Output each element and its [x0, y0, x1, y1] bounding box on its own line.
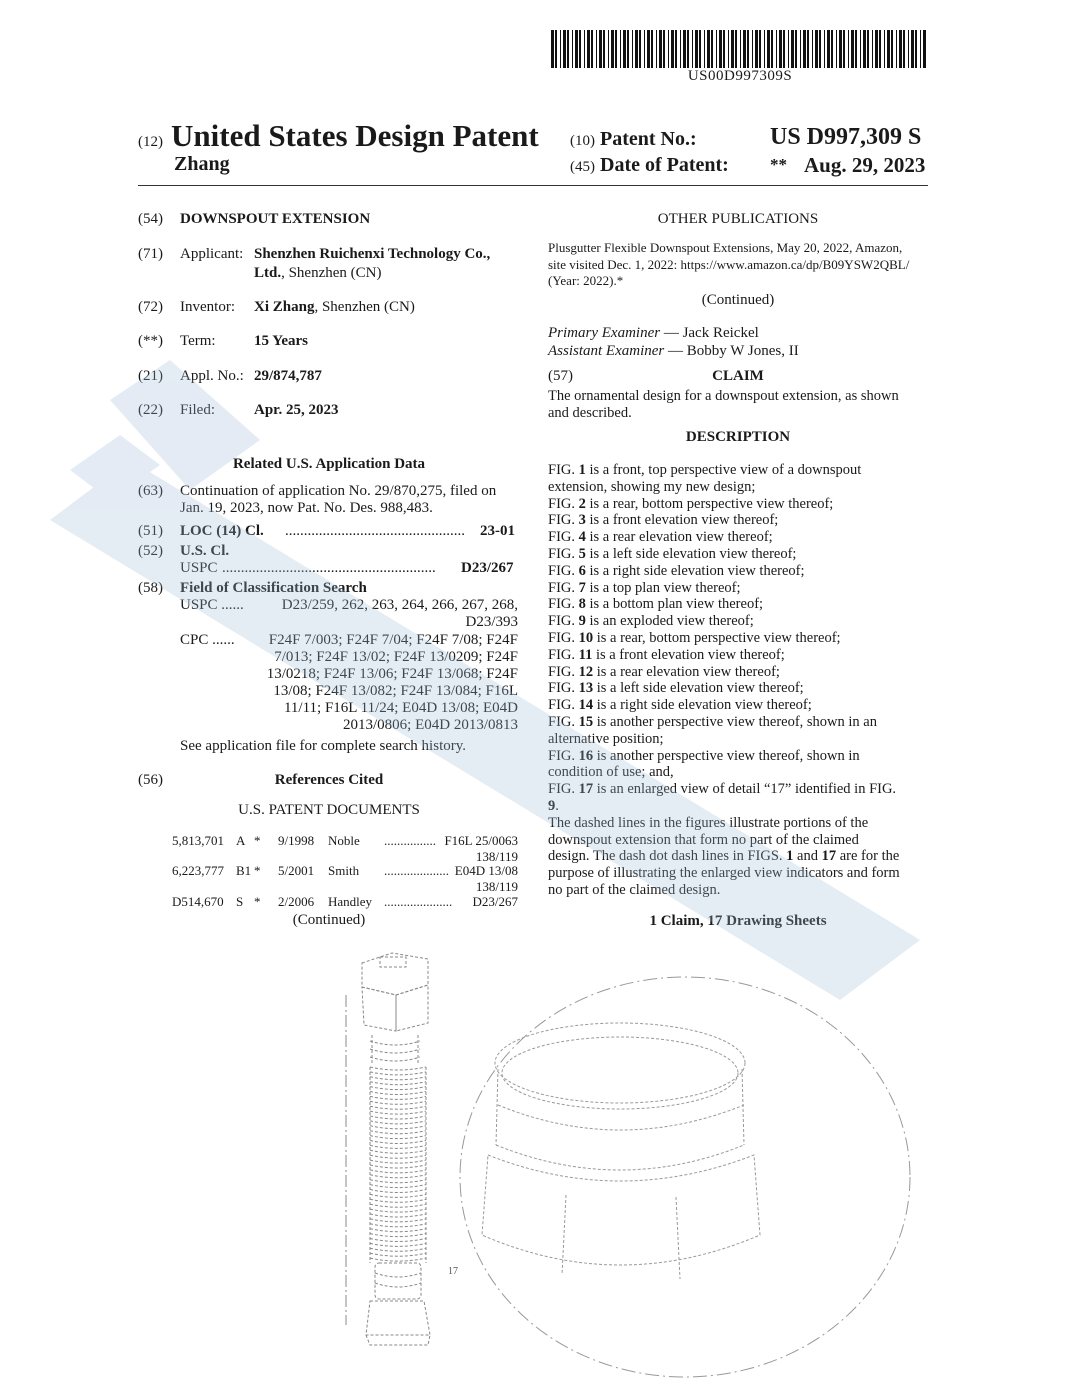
loc-class-value: 23-01 [480, 523, 515, 539]
bellows-ring [370, 1160, 426, 1163]
ref-name: Handley [328, 894, 373, 909]
bellows-ring [370, 1229, 426, 1232]
barcode-bar [740, 30, 741, 68]
inventor-name: Xi Zhang, Shenzhen (CN) [254, 299, 415, 315]
field-cpc-label: CPC ...... [180, 632, 235, 648]
uspc-dots: ......................................................... [222, 560, 436, 576]
bellows-ring [370, 1219, 426, 1222]
exploded-downspout-view [346, 953, 430, 1345]
barcode-bar [812, 30, 813, 68]
description-line: FIG. 9 is an exploded view thereof; [548, 613, 754, 630]
bellows-outline [370, 1067, 426, 1263]
ref-number: 5,813,701 [172, 833, 224, 848]
inid-code-56: (56) [138, 772, 163, 788]
description-line: FIG. 10 is a rear, bottom perspective view thereof; [548, 629, 841, 646]
bellows-ring [370, 1096, 426, 1099]
bellows-ring [370, 1185, 426, 1188]
description-line: FIG. 2 is a rear, bottom perspective view thereof; [548, 495, 834, 512]
detail-reference-label: 17 [448, 1266, 458, 1277]
bellows-ring [370, 1141, 426, 1144]
barcode-bar [716, 30, 717, 68]
applicant-label: Applicant: [180, 246, 244, 262]
ref-class: E04D 13/08 [454, 863, 518, 878]
bellows-ring [370, 1253, 426, 1256]
bellows-ring [370, 1170, 426, 1173]
barcode-bar [779, 30, 782, 68]
barcode-bar [719, 30, 722, 68]
barcode-bar [863, 30, 866, 68]
barcode-bar [855, 30, 857, 68]
barcode-bar [771, 30, 773, 68]
ref-kind: S [236, 894, 244, 909]
barcode-bar [560, 30, 561, 68]
barcode-bar [879, 30, 881, 68]
search-history-note: See application file for complete search history. [180, 738, 467, 754]
uspc-label: USPC [180, 560, 218, 576]
inid-code-54: (54) [138, 211, 163, 227]
continuation-line-2: Jan. 19, 2023, now Pat. No. Des. 988,483. [180, 500, 433, 516]
bellows-ring [370, 1121, 426, 1124]
barcode-bar [815, 30, 818, 68]
inid-code-63: (63) [138, 483, 163, 499]
appl-no-value: 29/874,787 [254, 368, 322, 384]
description-line: FIG. 8 is a bottom plan view thereof; [548, 596, 764, 613]
loc-class-label: LOC (14) Cl. [180, 523, 264, 539]
description-line: purpose of illustrating the enlarged view indicators and form [548, 865, 900, 882]
barcode-bar [776, 30, 777, 68]
assistant-examiner: Assistant Examiner — Bobby W Jones, II [548, 343, 799, 359]
ref-class-secondary: 138/119 [475, 849, 518, 864]
term-value: 15 Years [254, 333, 309, 349]
field-cpc-values: F24F 7/003; F24F 7/04; F24F 7/08; F24F 7/013; F24F 13/02; F24F 13/0209; F24F 13/0218; F24F 13/06; F24F 13/068; F24F 13/08; F24F 13/082; F24F 13/084; F16L 11/11; F16L 11/24; E04D 13/08; E04D 2013/0806; E04D 2013/0813 [266, 632, 518, 733]
barcode-bar [659, 30, 662, 68]
appl-no-label: Appl. No.: [180, 368, 244, 384]
barcode-bar [575, 30, 578, 68]
document-title: United States Design Patent [171, 118, 539, 153]
barcode-bar [615, 30, 617, 68]
bellows-ring [370, 1077, 426, 1080]
ref-cited-by-examiner: * [254, 863, 261, 878]
barcode-bar [752, 30, 753, 68]
barcode-bar [848, 30, 849, 68]
bellows-ring [370, 1248, 426, 1251]
barcode-bar [867, 30, 869, 68]
patent-number: US D997,309 S [770, 124, 922, 150]
field-uspc-label: USPC ...... [180, 597, 244, 613]
barcode-bar [675, 30, 677, 68]
description-line: FIG. 12 is a rear elevation view thereof; [548, 663, 780, 680]
barcode-bar [788, 30, 789, 68]
barcode-bar [899, 30, 902, 68]
inid-code-22: (22) [138, 402, 163, 418]
barcode-bar [908, 30, 909, 68]
barcode-bar [896, 30, 897, 68]
bellows-ring [370, 1155, 426, 1158]
field-uspc-values: D23/259, 262, 263, 264, 266, 267, 268, D23/393 [281, 597, 518, 630]
barcode-bar [872, 30, 873, 68]
bellows-ring [370, 1204, 426, 1207]
description-line: FIG. 1 is a front, top perspective view of a downspout [548, 462, 862, 478]
references-continued: (Continued) [292, 912, 366, 928]
barcode-bar [591, 30, 593, 68]
barcode-bar [764, 30, 765, 68]
barcode-bar [671, 30, 674, 68]
barcode-bar [635, 30, 638, 68]
description-line: FIG. 7 is a top plan view thereof; [548, 579, 741, 596]
uspc-value: D23/267 [461, 560, 514, 576]
description-title: DESCRIPTION [685, 429, 791, 445]
related-data-title: Related U.S. Application Data [232, 456, 426, 472]
barcode-bar [699, 30, 701, 68]
date-of-patent-label: (45) Date of Patent: [570, 154, 729, 176]
barcode-bar [920, 30, 921, 68]
description-line: FIG. 3 is a front elevation view thereof; [548, 512, 779, 529]
barcode-bar [800, 30, 801, 68]
barcode-bar [683, 30, 686, 68]
barcode-bar [587, 30, 590, 68]
bellows-ring [370, 1101, 426, 1104]
barcode-bar [620, 30, 621, 68]
bellows-ring [370, 1165, 426, 1168]
bellows-ring [370, 1126, 426, 1129]
bellows-ring [370, 1234, 426, 1237]
barcode-bar [915, 30, 917, 68]
bellows-ring [370, 1150, 426, 1153]
description-line: design. The dash dot dash lines in FIGS. 1 and 17 are for the [548, 848, 900, 865]
claims-sheets-count: 1 Claim, 17 Drawing Sheets [649, 913, 827, 929]
barcode-bar [692, 30, 693, 68]
barcode-bar [596, 30, 597, 68]
description-line: no part of the claimed design. [548, 881, 721, 898]
barcode-bar [599, 30, 602, 68]
patent-number-label: (10) Patent No.: [570, 128, 697, 150]
bellows-ring [370, 1243, 426, 1246]
barcode-bar [767, 30, 770, 68]
bellows-ring [370, 1258, 426, 1261]
barcode-bar [887, 30, 890, 68]
barcode-bar [803, 30, 806, 68]
barcode-bar [728, 30, 729, 68]
bellows-ring [370, 1209, 426, 1212]
barcode-bar [783, 30, 785, 68]
barcode-number: US00D997309S [687, 68, 793, 84]
barcode-bar [680, 30, 681, 68]
applicant-name-cont: Ltd., Shenzhen (CN) [254, 265, 382, 281]
barcode-bar [707, 30, 710, 68]
barcode-bar [860, 30, 861, 68]
bellows-ring [370, 1180, 426, 1183]
bellows-ring [370, 1190, 426, 1193]
description-line: The dashed lines in the figures illustrate portions of the [548, 814, 869, 831]
bellows-ring [370, 1175, 426, 1178]
description-line: FIG. 11 is a front elevation view thereof; [548, 646, 785, 663]
barcode-bar [731, 30, 734, 68]
description-line: condition of use; and, [548, 764, 674, 781]
header-divider [138, 185, 928, 186]
bellows-ring [370, 1239, 426, 1242]
description-line: FIG. 14 is a right side elevation view thereof; [548, 697, 812, 714]
ref-cited-by-examiner: * [254, 894, 261, 909]
barcode-bar [608, 30, 609, 68]
barcode-bar [884, 30, 885, 68]
claim-title: CLAIM [712, 368, 764, 384]
barcode-bar [903, 30, 905, 68]
inid-code-51: (51) [138, 523, 163, 539]
ref-dots: .................... [384, 863, 449, 878]
ref-dots: ................ [384, 833, 436, 848]
barcode-bar [735, 30, 737, 68]
design-title: DOWNSPOUT EXTENSION [180, 211, 371, 227]
barcode-bar [791, 30, 794, 68]
bellows-ring [370, 1116, 426, 1119]
bellows-ring [370, 1131, 426, 1134]
barcode-bar [795, 30, 797, 68]
filed-value: Apr. 25, 2023 [254, 402, 339, 418]
barcode-bar [627, 30, 629, 68]
barcode-bar [687, 30, 689, 68]
barcode [551, 30, 929, 68]
references-title: References Cited [274, 772, 384, 788]
bellows-ring [370, 1199, 426, 1202]
barcode-bar [711, 30, 713, 68]
barcode-bar [668, 30, 669, 68]
description-line: FIG. 13 is a left side elevation view thereof; [548, 680, 804, 697]
enlarged-detail-view [460, 977, 910, 1377]
barcode-bar [755, 30, 758, 68]
description-line: FIG. 17 is an enlarged view of detail “17” identified in FIG. [548, 781, 897, 798]
inid-code-21: (21) [138, 368, 163, 384]
bellows-ring [370, 1067, 426, 1070]
description-line: alternative position; [548, 730, 664, 747]
barcode-bar [839, 30, 842, 68]
barcode-bar [572, 30, 573, 68]
barcode-bar [603, 30, 605, 68]
inid-code-58: (58) [138, 580, 163, 596]
term-extension-marker: ** [770, 155, 787, 174]
description-line: FIG. 16 is another perspective view thereof, shown in [548, 747, 860, 764]
barcode-bar [836, 30, 837, 68]
description-line: downspout extension that form no part of the claimed [548, 831, 859, 848]
barcode-bar [651, 30, 653, 68]
bellows-ring [370, 1072, 426, 1075]
barcode-bar [807, 30, 809, 68]
ref-dots: ..................... [384, 894, 453, 909]
barcode-bar [819, 30, 821, 68]
bellows-ring [370, 1087, 426, 1090]
inid-code-72: (72) [138, 299, 163, 315]
patent-date: Aug. 29, 2023 [804, 153, 926, 177]
barcode-bar [695, 30, 698, 68]
description-line: FIG. 4 is a rear elevation view thereof; [548, 529, 773, 546]
barcode-bar [611, 30, 614, 68]
description-line: FIG. 5 is a left side elevation view thereof; [548, 545, 797, 562]
inventor-surname: Zhang [174, 153, 230, 175]
description-line: extension, showing my new design; [548, 478, 756, 495]
barcode-bar [555, 30, 557, 68]
bellows-ring [370, 1145, 426, 1148]
barcode-bar [551, 30, 554, 68]
primary-examiner: Primary Examiner — Jack Reickel [548, 325, 759, 341]
barcode-bar [759, 30, 761, 68]
bellows-ring [370, 1224, 426, 1227]
barcode-bar [584, 30, 585, 68]
bellows-ring [370, 1082, 426, 1085]
barcode-bar [663, 30, 665, 68]
inventor-label: Inventor: [180, 299, 235, 315]
description-line: FIG. 6 is a right side elevation view thereof; [548, 562, 805, 579]
inid-code-71: (71) [138, 246, 163, 262]
patent-type-title [138, 118, 539, 154]
ref-date: 9/1998 [278, 833, 315, 848]
ref-class-secondary: 138/119 [475, 879, 518, 894]
ref-name: Smith [328, 863, 360, 878]
inid-code-term: (**) [138, 333, 163, 349]
barcode-bar [843, 30, 845, 68]
description-line: 9. [548, 797, 559, 814]
description-line: FIG. 15 is another perspective view thereof, shown in an [548, 713, 877, 730]
description-text [548, 462, 928, 899]
bellows-ring [370, 1194, 426, 1197]
ref-date: 2/2006 [278, 894, 315, 909]
barcode-bar [875, 30, 878, 68]
inid-code-12: (12) [138, 134, 163, 150]
claim-text: The ornamental design for a downspout extension, as shown and described. [548, 388, 899, 421]
field-search-label: Field of Classification Search [180, 580, 367, 596]
ref-class: D23/267 [472, 894, 518, 909]
barcode-bar [644, 30, 645, 68]
filed-label: Filed: [180, 402, 216, 418]
barcode-bar [647, 30, 650, 68]
barcode-bar [747, 30, 749, 68]
bellows-ring [370, 1106, 426, 1109]
barcode-bar [656, 30, 657, 68]
ref-number: 6,223,777 [172, 863, 224, 878]
us-class-label: U.S. Cl. [180, 543, 230, 559]
barcode-bar [743, 30, 746, 68]
ref-name: Noble [328, 833, 360, 848]
ref-date: 5/2001 [278, 863, 315, 878]
loc-class-dots: ................................................ [285, 523, 465, 539]
us-patent-docs-title: U.S. PATENT DOCUMENTS [238, 802, 420, 818]
barcode-bar [911, 30, 914, 68]
barcode-bar [623, 30, 626, 68]
inid-code-57: (57) [548, 368, 573, 384]
barcode-bar [824, 30, 825, 68]
patent-drawing [330, 945, 950, 1385]
barcode-bar [923, 30, 926, 68]
ref-number: D514,670 [172, 894, 224, 909]
ref-kind: B1 [236, 863, 252, 878]
other-publications-title: OTHER PUBLICATIONS [657, 211, 819, 227]
barcode-bar [723, 30, 725, 68]
barcode-bar [704, 30, 705, 68]
barcode-bar [827, 30, 830, 68]
inid-code-52: (52) [138, 543, 163, 559]
barcode-bar [891, 30, 893, 68]
barcode-bar [851, 30, 854, 68]
barcode-bar [831, 30, 833, 68]
applicant-name: Shenzhen Ruichenxi Technology Co., [254, 246, 491, 262]
bellows-ring [370, 1111, 426, 1114]
term-label: Term: [180, 333, 216, 349]
ref-kind: A [236, 833, 246, 848]
ref-class: F16L 25/0063 [444, 833, 518, 848]
barcode-bar [567, 30, 569, 68]
publications-continued: (Continued) [701, 292, 775, 308]
ref-cited-by-examiner: * [254, 833, 261, 848]
bellows-ring [370, 1214, 426, 1217]
barcode-bar [632, 30, 633, 68]
barcode-bar [563, 30, 566, 68]
barcode-bar [579, 30, 581, 68]
continuation-line-1: Continuation of application No. 29/870,275, filed on [180, 483, 497, 499]
bellows-ring [370, 1092, 426, 1095]
barcode-bar [639, 30, 641, 68]
bellows-ring [370, 1136, 426, 1139]
other-publication-entry: Plusgutter Flexible Downspout Extensions, May 20, 2022, Amazon, site visited Dec. 1, 2022: https://www.amazon.ca/dp/B09YSW2QBL/ (Year: 2022).* [548, 240, 910, 288]
